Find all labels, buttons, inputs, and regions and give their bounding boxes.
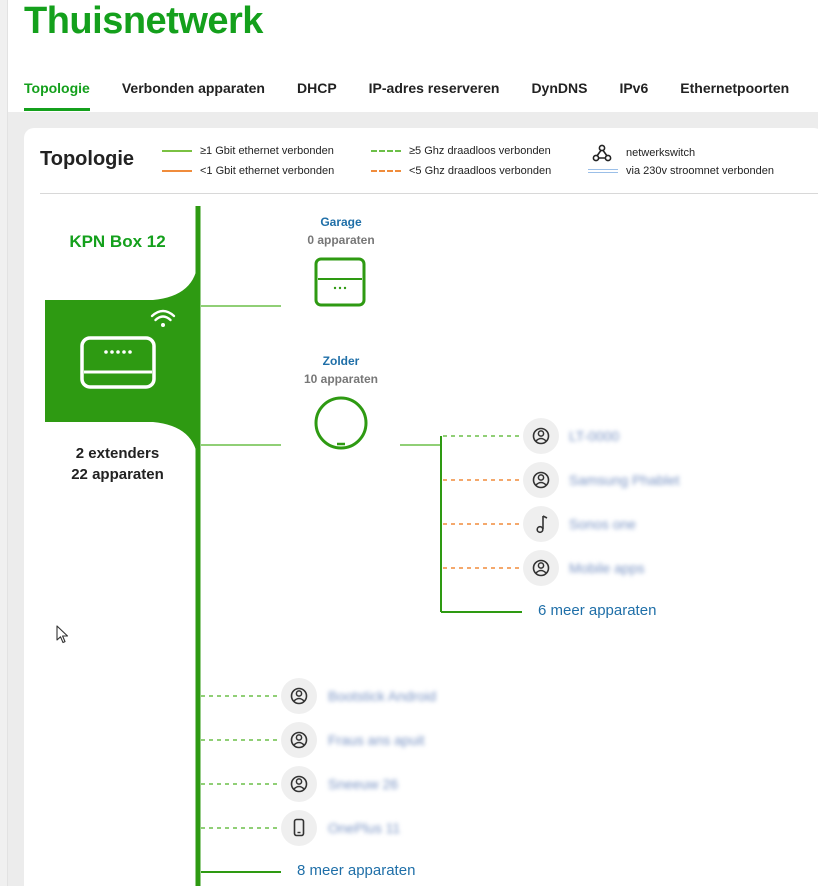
extender-zolder-count: 10 apparaten	[303, 372, 379, 386]
tab-verbonden-apparaten[interactable]: Verbonden apparaten	[121, 80, 265, 96]
user-icon	[281, 722, 317, 758]
router-card	[45, 260, 198, 462]
user-icon	[523, 462, 559, 498]
tab-dhcp[interactable]: DHCP	[297, 80, 337, 96]
zolder-more-devices-link[interactable]: 6 meer apparaten	[538, 602, 657, 619]
device-name[interactable]: Samsung Phablet	[569, 472, 680, 488]
device-name[interactable]: Sonos one	[569, 516, 636, 532]
garage-extender-icon[interactable]	[316, 259, 364, 305]
router-stats	[45, 443, 190, 485]
music-icon	[523, 506, 559, 542]
extender-garage-count: 0 apparaten	[307, 233, 375, 247]
device-name[interactable]: Sneeuw 26	[328, 776, 399, 792]
router-more-devices-link[interactable]: 8 meer apparaten	[297, 862, 416, 879]
router-extenders-count: 2 extenders	[75, 445, 160, 462]
extender-zolder-name[interactable]: Zolder	[322, 354, 360, 368]
zolder-extender-icon[interactable]	[316, 398, 366, 448]
tab-dyndns[interactable]: DynDNS	[531, 80, 588, 96]
legend-eth-fast-label: ≥1 Gbit ethernet verbonden	[200, 145, 334, 157]
legend-powerline-label: via 230v stroomnet verbonden	[626, 165, 774, 177]
device-name[interactable]: OnePlus 11	[328, 820, 401, 836]
panel-title: Topologie	[40, 148, 135, 170]
tab-ipv6[interactable]: IPv6	[619, 80, 649, 96]
phone-icon	[281, 810, 317, 846]
user-icon	[281, 766, 317, 802]
router-devices-count: 22 apparaten	[71, 466, 164, 483]
legend-eth-slow-label: <1 Gbit ethernet verbonden	[200, 165, 335, 177]
page-title: Thuisnetwerk	[24, 0, 263, 42]
device-name[interactable]: LT-0000	[569, 428, 620, 444]
legend-wifi-5-label: ≥5 Ghz draadloos verbonden	[409, 145, 551, 157]
mouse-cursor-icon	[56, 625, 70, 645]
router-name[interactable]: KPN Box 12	[69, 232, 166, 251]
tab-topologie[interactable]: Topologie	[24, 78, 90, 112]
user-icon	[281, 678, 317, 714]
tab-ip-adres-reserveren[interactable]: IP-adres reserveren	[368, 80, 500, 96]
device-name[interactable]: Bootstick Android	[328, 688, 437, 704]
legend-wifi-lt5-label: <5 Ghz draadloos verbonden	[409, 165, 552, 177]
device-name[interactable]: Mobile apps	[569, 560, 645, 576]
legend-switch-label: netwerkswitch	[626, 147, 696, 159]
user-icon	[523, 550, 559, 586]
user-icon	[523, 418, 559, 454]
device-name[interactable]: Fraus ans apuit	[328, 732, 425, 748]
tab-ethernetpoorten[interactable]: Ethernetpoorten	[680, 80, 790, 96]
extender-garage-name[interactable]: Garage	[320, 215, 362, 229]
